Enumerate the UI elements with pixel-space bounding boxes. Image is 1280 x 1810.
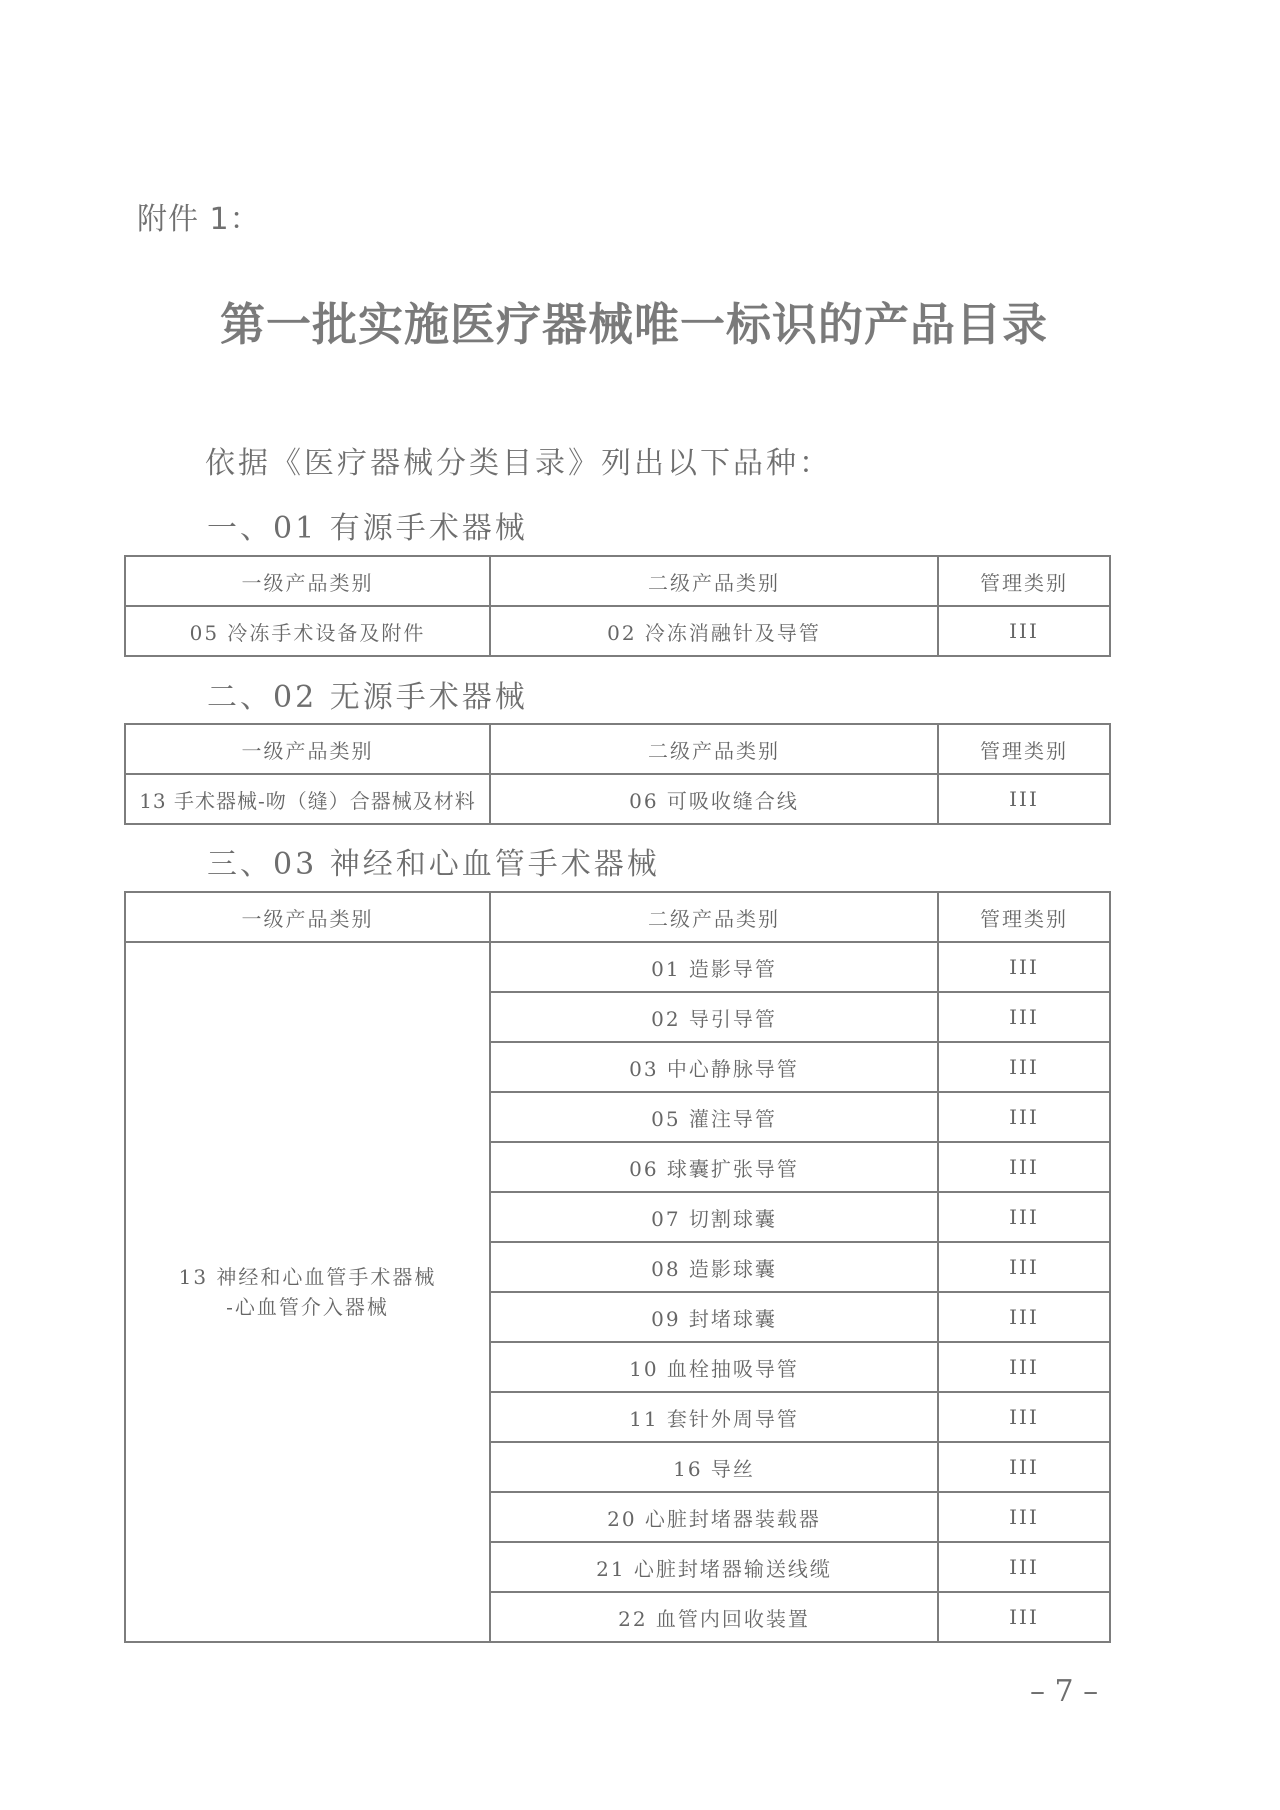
header-secondary-category: 二级产品类别 [490, 892, 938, 942]
section-heading-02: 二、02 无源手术器械 [207, 680, 528, 715]
header-management-class: 管理类别 [938, 556, 1110, 606]
table-header-row [125, 556, 1110, 606]
header-secondary-category: 二级产品类别 [490, 556, 938, 606]
header-primary-category: 一级产品类别 [125, 556, 490, 606]
cell-management: III [938, 1492, 1110, 1542]
cell-management: III [938, 1242, 1110, 1292]
table-row [125, 942, 1110, 992]
cell-secondary: 03 中心静脉导管 [490, 1042, 938, 1092]
table-neuro-cardiovascular [124, 891, 1111, 1643]
primary-line-1: 13 神经和心血管手术器械 [178, 1265, 437, 1289]
cell-management: III [938, 1092, 1110, 1142]
primary-line-2: -心血管介入器械 [226, 1295, 389, 1319]
cell-secondary: 20 心脏封堵器装载器 [490, 1492, 938, 1542]
cell-secondary: 08 造影球囊 [490, 1242, 938, 1292]
cell-primary: 13 手术器械-吻（缝）合器械及材料 [125, 774, 490, 824]
cell-secondary: 06 球囊扩张导管 [490, 1142, 938, 1192]
page-number: – 7 – [1030, 1674, 1099, 1709]
cell-secondary: 02 导引导管 [490, 992, 938, 1042]
cell-management: III [938, 606, 1110, 656]
table-passive-surgical [124, 723, 1111, 825]
cell-management: III [938, 1442, 1110, 1492]
attachment-label: 附件 1： [137, 202, 261, 237]
cell-management: III [938, 992, 1110, 1042]
cell-secondary: 06 可吸收缝合线 [490, 774, 938, 824]
header-primary-category: 一级产品类别 [125, 892, 490, 942]
cell-secondary: 22 血管内回收装置 [490, 1592, 938, 1642]
cell-primary-merged [125, 942, 490, 1642]
table-row [125, 774, 1110, 824]
document-title: 第一批实施医疗器械唯一标识的产品目录 [220, 298, 1049, 351]
header-management-class: 管理类别 [938, 892, 1110, 942]
cell-management: III [938, 1292, 1110, 1342]
section-heading-01: 一、01 有源手术器械 [207, 511, 528, 546]
cell-management: III [938, 1542, 1110, 1592]
cell-secondary: 21 心脏封堵器输送线缆 [490, 1542, 938, 1592]
cell-secondary: 05 灌注导管 [490, 1092, 938, 1142]
cell-management: III [938, 1142, 1110, 1192]
cell-secondary: 01 造影导管 [490, 942, 938, 992]
header-secondary-category: 二级产品类别 [490, 724, 938, 774]
cell-secondary: 09 封堵球囊 [490, 1292, 938, 1342]
table-header-row [125, 892, 1110, 942]
section-heading-03: 三、03 神经和心血管手术器械 [207, 847, 660, 882]
cell-management: III [938, 1042, 1110, 1092]
header-management-class: 管理类别 [938, 724, 1110, 774]
table-row [125, 606, 1110, 656]
cell-primary: 05 冷冻手术设备及附件 [125, 606, 490, 656]
table-header-row [125, 724, 1110, 774]
cell-secondary: 02 冷冻消融针及导管 [490, 606, 938, 656]
cell-secondary: 11 套针外周导管 [490, 1392, 938, 1442]
cell-management: III [938, 1192, 1110, 1242]
cell-secondary: 07 切割球囊 [490, 1192, 938, 1242]
cell-secondary: 10 血栓抽吸导管 [490, 1342, 938, 1392]
table-active-surgical [124, 555, 1111, 657]
cell-management: III [938, 942, 1110, 992]
cell-management: III [938, 1392, 1110, 1442]
header-primary-category: 一级产品类别 [125, 724, 490, 774]
cell-management: III [938, 1342, 1110, 1392]
intro-text: 依据《医疗器械分类目录》列出以下品种： [205, 446, 832, 481]
cell-management: III [938, 774, 1110, 824]
cell-secondary: 16 导丝 [490, 1442, 938, 1492]
cell-management: III [938, 1592, 1110, 1642]
